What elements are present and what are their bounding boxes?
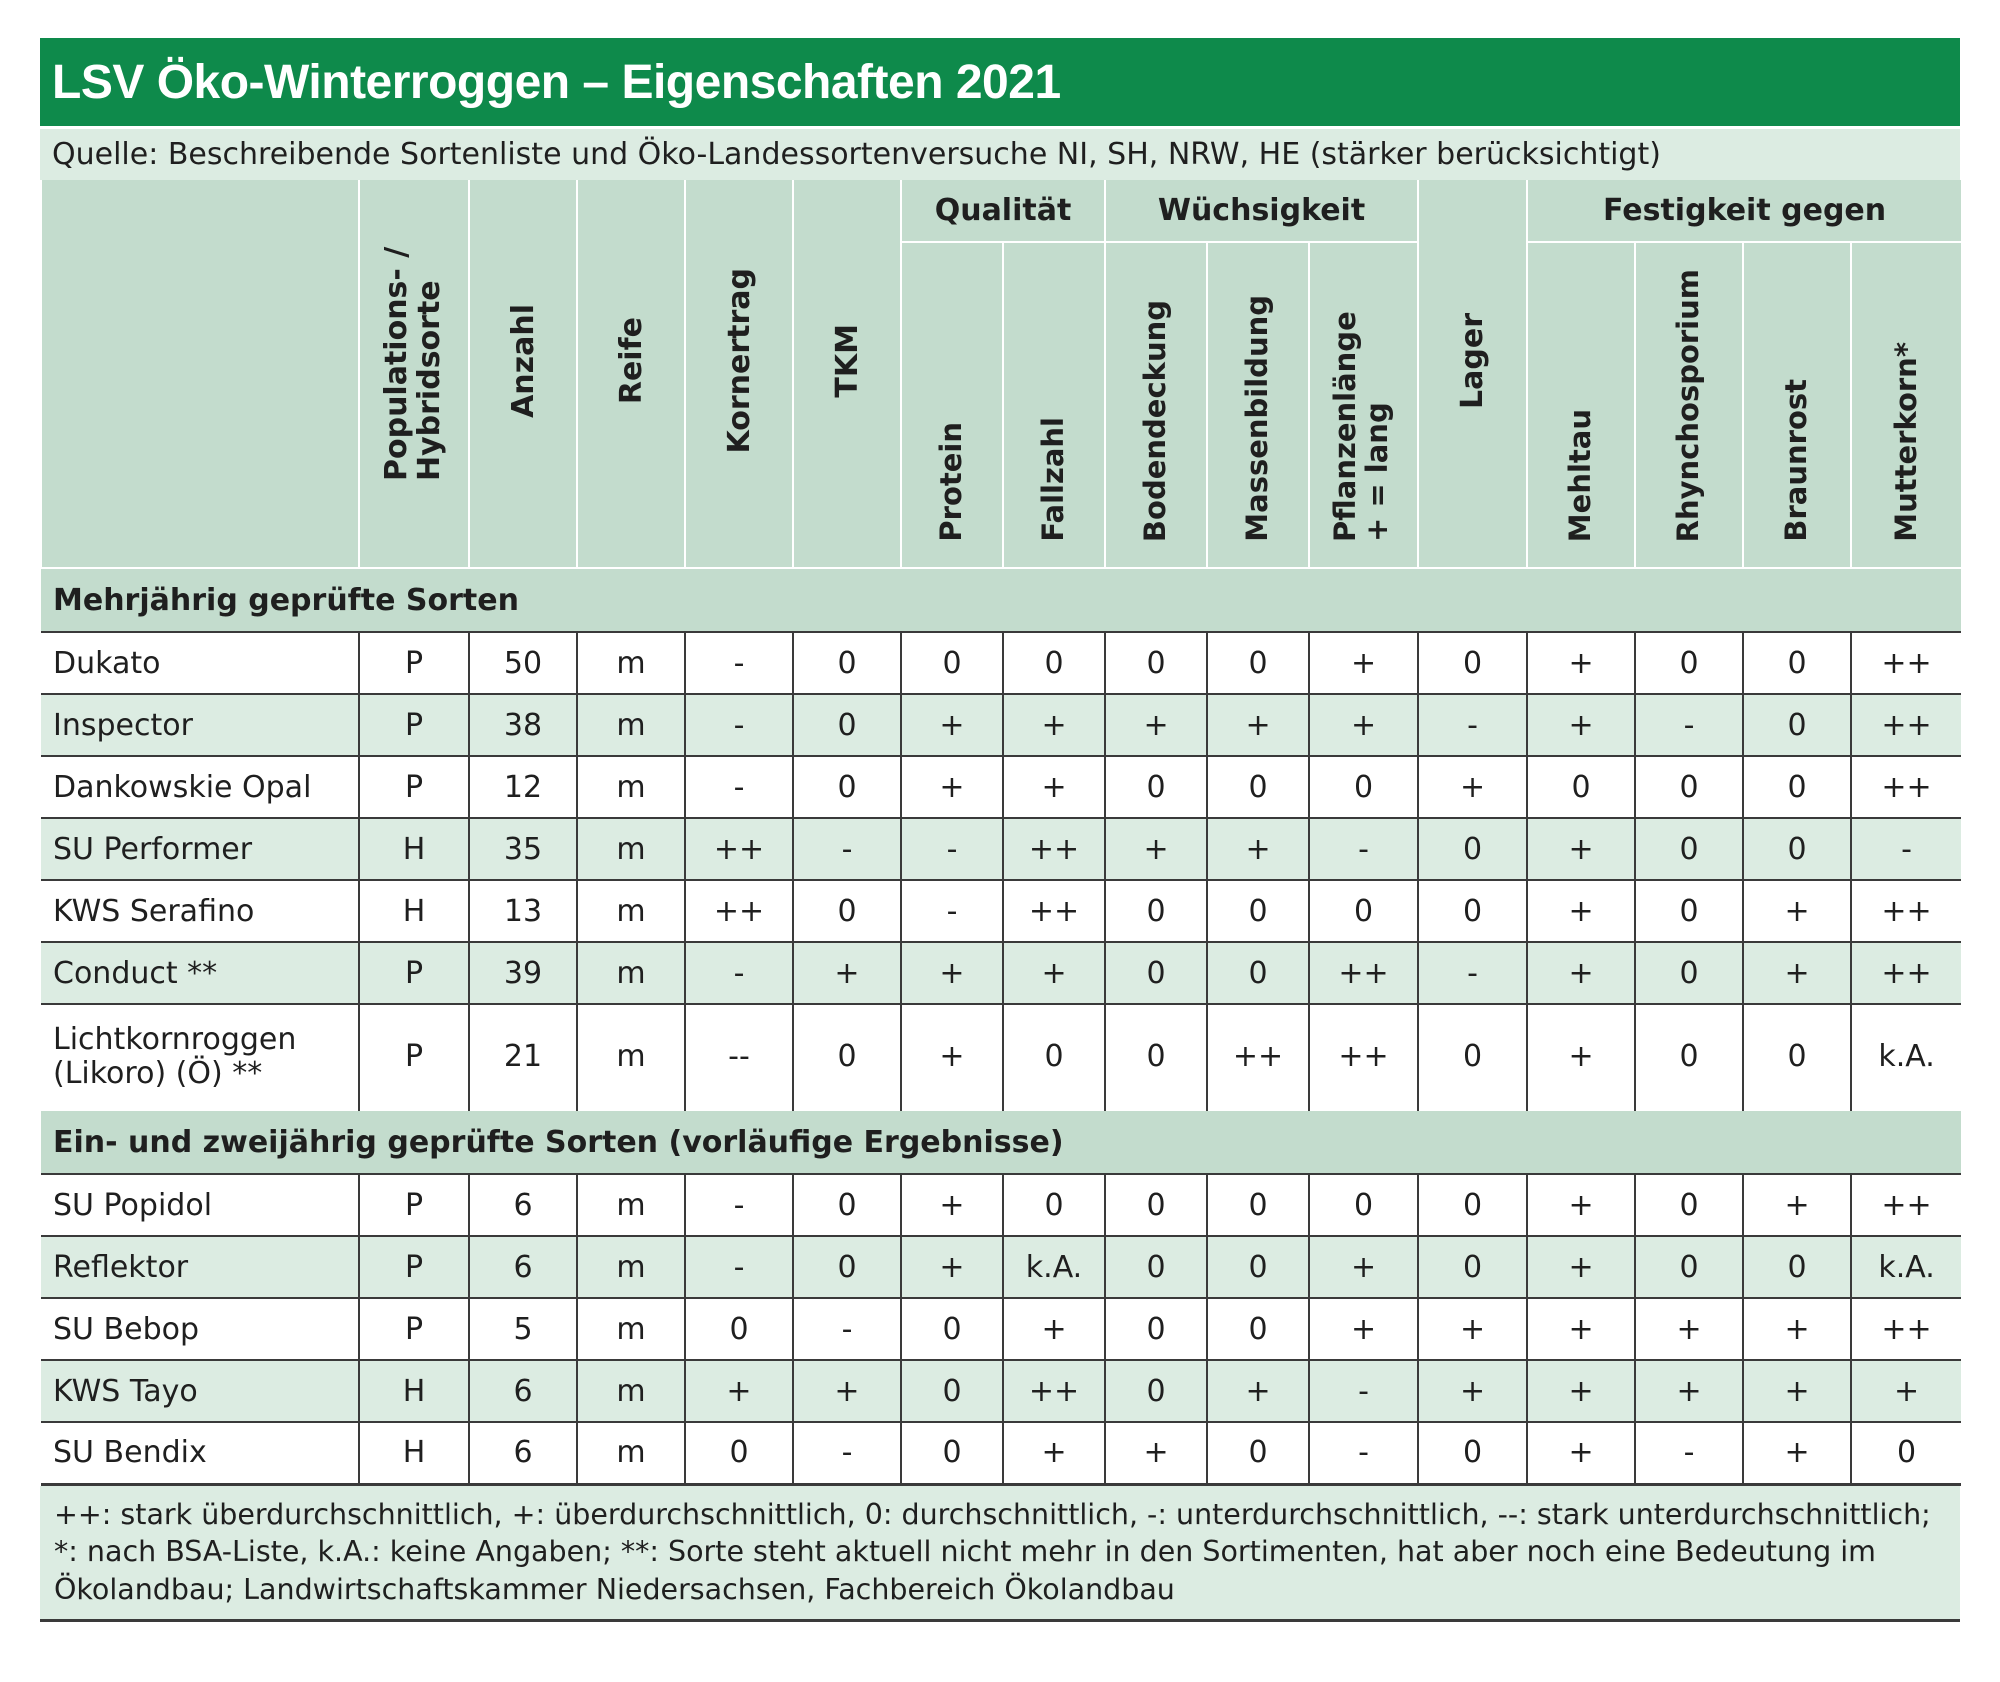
table-cell: ++ [1851,880,1961,942]
table-cell: + [1105,1422,1207,1484]
variety-name: Dukato [41,632,359,694]
table-cell: ++ [1003,1360,1105,1422]
table-cell: ++ [1309,942,1418,1004]
table-cell: - [1635,694,1743,756]
table-cell: m [577,1360,685,1422]
col-header-kornertrag: Kornertrag [685,180,793,568]
table-cell: 0 [1105,1004,1207,1110]
table-cell: 0 [1743,694,1851,756]
table-cell: + [1743,880,1851,942]
table-cell: m [577,694,685,756]
table-cell: + [1418,1360,1527,1422]
table-cell: 0 [1743,818,1851,880]
col-header-protein: Protein [901,242,1003,568]
table-cell: 0 [793,632,901,694]
table-cell: ++ [1309,1004,1418,1110]
table-cell: ++ [1851,632,1961,694]
table-cell: + [1527,880,1635,942]
table-cell: m [577,1298,685,1360]
table-cell: 0 [1418,1004,1527,1110]
table-cell: 0 [793,1236,901,1298]
table-cell: + [1743,1360,1851,1422]
table-cell: 0 [1105,942,1207,1004]
variety-name: Dankowskie Opal [41,756,359,818]
table-cell: m [577,1004,685,1110]
table-cell: P [359,756,469,818]
table-cell: ++ [1851,1174,1961,1236]
table-cell: + [1851,1360,1961,1422]
table-cell: + [1527,1236,1635,1298]
table-cell: 5 [469,1298,577,1360]
table-cell: - [1309,1422,1418,1484]
table-cell: + [1207,818,1309,880]
table-cell: ++ [1207,1004,1309,1110]
source-note: Quelle: Beschreibende Sortenliste und Öko-Landessortenversuche NI, SH, NRW, HE (stärker berücksichtigt) [40,126,1960,180]
variety-name: Reflektor [41,1236,359,1298]
table-row [41,632,1961,694]
col-header-fallzahl: Fallzahl [1003,242,1105,568]
table-cell: + [1527,942,1635,1004]
table-cell: ++ [1851,1298,1961,1360]
table-cell: + [1309,632,1418,694]
table-cell: P [359,942,469,1004]
table-cell: + [1003,756,1105,818]
table-cell: + [1105,818,1207,880]
table-cell: ++ [1851,694,1961,756]
table-cell: 0 [1105,756,1207,818]
col-header-mehltau: Mehltau [1527,242,1635,568]
col-header-pflanzenlaenge: Pflanzenlänge + = lang [1309,242,1418,568]
legend-footnote: ++: stark überdurchschnittlich, +: überdurchschnittlich, 0: durchschnittlich, -: unterdurchschnittlich, --: stark unterdurchschnittlich; *: nach BSA-Liste, k.A.: keine Angaben; **: Sorte steht aktuell nicht mehr in den Sortimenten, hat aber noch eine Bedeutung im Ökolandbau; Landwirtschaftskammer Niedersachsen, Fachbereich Ökolandbau [40,1486,1960,1623]
col-header-anzahl: Anzahl [469,180,577,568]
table-cell: H [359,818,469,880]
col-header-massenbildung: Massenbildung [1207,242,1309,568]
table-cell: 0 [1105,1236,1207,1298]
table-cell: + [1527,1174,1635,1236]
table-cell: 0 [1207,756,1309,818]
table-cell: 6 [469,1360,577,1422]
table-cell: 0 [793,1004,901,1110]
variety-name: SU Popidol [41,1174,359,1236]
table-cell: 0 [1309,1174,1418,1236]
document [40,38,1960,1622]
table-cell: + [1527,632,1635,694]
table-cell: 0 [1003,1174,1105,1236]
table-row [41,880,1961,942]
table-cell: + [901,694,1003,756]
table-cell: 0 [1309,756,1418,818]
table-cell: 0 [793,694,901,756]
variety-name: SU Bendix [41,1422,359,1484]
table-cell: + [1527,1004,1635,1110]
table-cell: 39 [469,942,577,1004]
table-row [41,1236,1961,1298]
table-cell: + [901,942,1003,1004]
table-cell: m [577,632,685,694]
col-header-reife: Reife [577,180,685,568]
table-cell: + [1418,1298,1527,1360]
table-cell: 0 [1207,632,1309,694]
table-cell: + [1635,1360,1743,1422]
table-cell: + [1743,1174,1851,1236]
table-cell: + [1309,1236,1418,1298]
table-cell: - [685,1174,793,1236]
table-cell: + [1527,1298,1635,1360]
table-cell: + [1527,818,1635,880]
table-cell: 0 [901,1360,1003,1422]
table-cell: 6 [469,1422,577,1484]
table-cell: 0 [1527,756,1635,818]
col-header-braunrost: Braunrost [1743,242,1851,568]
table-cell: m [577,756,685,818]
col-header-rhynchosporium: Rhynchosporium [1635,242,1743,568]
table-row [41,694,1961,756]
table-cell: 0 [1743,632,1851,694]
group-header-qualitaet: Qualität [901,180,1105,242]
table-cell: m [577,818,685,880]
table-row [41,756,1961,818]
table-cell: 0 [1635,756,1743,818]
table-cell: 21 [469,1004,577,1110]
table-cell: -- [685,1004,793,1110]
table-cell: - [793,818,901,880]
col-header-lager: Lager [1418,180,1527,568]
table-cell: 0 [1635,1236,1743,1298]
table-row [41,818,1961,880]
table-cell: - [1418,694,1527,756]
table-cell: + [1743,1298,1851,1360]
table-cell: + [1309,1298,1418,1360]
document-title: LSV Öko-Winterroggen – Eigenschaften 2021 [40,38,1960,126]
table-cell: m [577,880,685,942]
variety-name: KWS Serafino [41,880,359,942]
header-corner [41,180,359,568]
variety-name: SU Bebop [41,1298,359,1360]
table-cell: 0 [1207,1422,1309,1484]
table-cell: P [359,1004,469,1110]
properties-table [40,180,1961,1486]
table-cell: 0 [1207,1174,1309,1236]
table-cell: 0 [1418,1236,1527,1298]
table-cell: + [901,1236,1003,1298]
table-cell: 6 [469,1236,577,1298]
table-cell: + [1207,694,1309,756]
table-cell: 0 [793,756,901,818]
table-cell: P [359,1298,469,1360]
table-cell: - [685,1236,793,1298]
table-cell: 0 [1635,1174,1743,1236]
table-cell: - [793,1298,901,1360]
table-cell: - [1309,1360,1418,1422]
table-cell: 0 [1105,1360,1207,1422]
table-cell: + [1743,1422,1851,1484]
table-cell: + [1527,1360,1635,1422]
table-cell: 6 [469,1174,577,1236]
table-cell: 0 [793,1174,901,1236]
table-cell: m [577,1174,685,1236]
table-cell: 0 [1743,756,1851,818]
table-cell: + [1003,1298,1105,1360]
table-cell: 0 [1635,1004,1743,1110]
table-cell: 0 [901,632,1003,694]
table-cell: + [1003,942,1105,1004]
table-cell: + [793,1360,901,1422]
table-cell: + [901,756,1003,818]
table-cell: ++ [1851,942,1961,1004]
col-header-tkm: TKM [793,180,901,568]
table-cell: P [359,632,469,694]
col-header-mutterkorn: Mutterkorn* [1851,242,1961,568]
table-cell: 0 [1309,880,1418,942]
table-cell: - [685,942,793,1004]
table-cell: 0 [1851,1422,1961,1484]
table-cell: 0 [1743,1004,1851,1110]
table-cell: 0 [1743,1236,1851,1298]
table-cell: P [359,694,469,756]
table-cell: 0 [685,1422,793,1484]
table-cell: k.A. [1851,1236,1961,1298]
table-cell: H [359,1360,469,1422]
table-cell: 0 [1635,632,1743,694]
table-cell: - [901,880,1003,942]
section-label: Ein- und zweijährig geprüfte Sorten (vorläufige Ergebnisse) [41,1110,1961,1174]
table-cell: H [359,1422,469,1484]
variety-name: KWS Tayo [41,1360,359,1422]
table-cell: + [1003,694,1105,756]
table-cell: 0 [1207,1236,1309,1298]
table-cell: 0 [1635,818,1743,880]
table-cell: ++ [685,818,793,880]
variety-name: Lichtkornroggen (Likoro) (Ö) ** [41,1004,359,1110]
table-cell: 0 [901,1298,1003,1360]
table-cell: + [1105,694,1207,756]
section-label: Mehrjährig geprüfte Sorten [41,568,1961,632]
table-cell: 0 [1418,880,1527,942]
col-header-bodendeckung: Bodendeckung [1105,242,1207,568]
table-cell: m [577,1422,685,1484]
table-cell: 35 [469,818,577,880]
table-cell: + [1207,1360,1309,1422]
table-cell: - [901,818,1003,880]
table-cell: - [793,1422,901,1484]
group-header-wuechsigkeit: Wüchsigkeit [1105,180,1418,242]
table-row [41,1422,1961,1484]
table-cell: 0 [1635,880,1743,942]
table-cell: + [1635,1298,1743,1360]
table-cell: 0 [1418,818,1527,880]
table-cell: 38 [469,694,577,756]
table-cell: + [1527,694,1635,756]
table-cell: ++ [1003,880,1105,942]
table-cell: k.A. [1003,1236,1105,1298]
table-cell: 12 [469,756,577,818]
table-cell: 0 [1105,1174,1207,1236]
table-row [41,942,1961,1004]
table-cell: - [685,694,793,756]
table-cell: + [1003,1422,1105,1484]
table-cell: P [359,1236,469,1298]
table-cell: + [1527,1422,1635,1484]
table-row [41,1298,1961,1360]
table-cell: ++ [1003,818,1105,880]
table-cell: ++ [685,880,793,942]
table-cell: 0 [1207,880,1309,942]
table-cell: + [793,942,901,1004]
group-header-festigkeit: Festigkeit gegen [1527,180,1961,242]
table-cell: 0 [1418,1174,1527,1236]
table-cell: + [1418,756,1527,818]
table-cell: 0 [1105,1298,1207,1360]
table-cell: - [1418,942,1527,1004]
table-cell: 0 [1418,632,1527,694]
table-row [41,1360,1961,1422]
table-cell: 0 [1105,880,1207,942]
table-cell: 0 [1207,942,1309,1004]
table-cell: H [359,880,469,942]
table-cell: 0 [685,1298,793,1360]
table-cell: 0 [1003,1004,1105,1110]
table-cell: 0 [793,880,901,942]
table-cell: 0 [1105,632,1207,694]
table-cell: m [577,1236,685,1298]
section-header-row [41,568,1961,632]
table-row [41,1004,1961,1110]
table-cell: 13 [469,880,577,942]
table-cell: 50 [469,632,577,694]
section-header-row [41,1110,1961,1174]
col-header-sortentyp: Populations- / Hybridsorte [359,180,469,568]
table-cell: - [685,756,793,818]
variety-name: Conduct ** [41,942,359,1004]
table-cell: 0 [1207,1298,1309,1360]
table-cell: - [1635,1422,1743,1484]
table-cell: 0 [901,1422,1003,1484]
table-cell: 0 [1418,1422,1527,1484]
table-cell: P [359,1174,469,1236]
table-cell: m [577,942,685,1004]
table-cell: + [1309,694,1418,756]
table-cell: - [1851,818,1961,880]
table-cell: 0 [1635,942,1743,1004]
variety-name: SU Performer [41,818,359,880]
table-row [41,1174,1961,1236]
table-cell: + [901,1174,1003,1236]
table-cell: ++ [1851,756,1961,818]
group-header-row [41,180,1961,242]
table-cell: - [685,632,793,694]
table-cell: 0 [1003,632,1105,694]
variety-name: Inspector [41,694,359,756]
table-cell: - [1309,818,1418,880]
table-cell: + [901,1004,1003,1110]
table-cell: + [1743,942,1851,1004]
table-cell: k.A. [1851,1004,1961,1110]
table-cell: + [685,1360,793,1422]
